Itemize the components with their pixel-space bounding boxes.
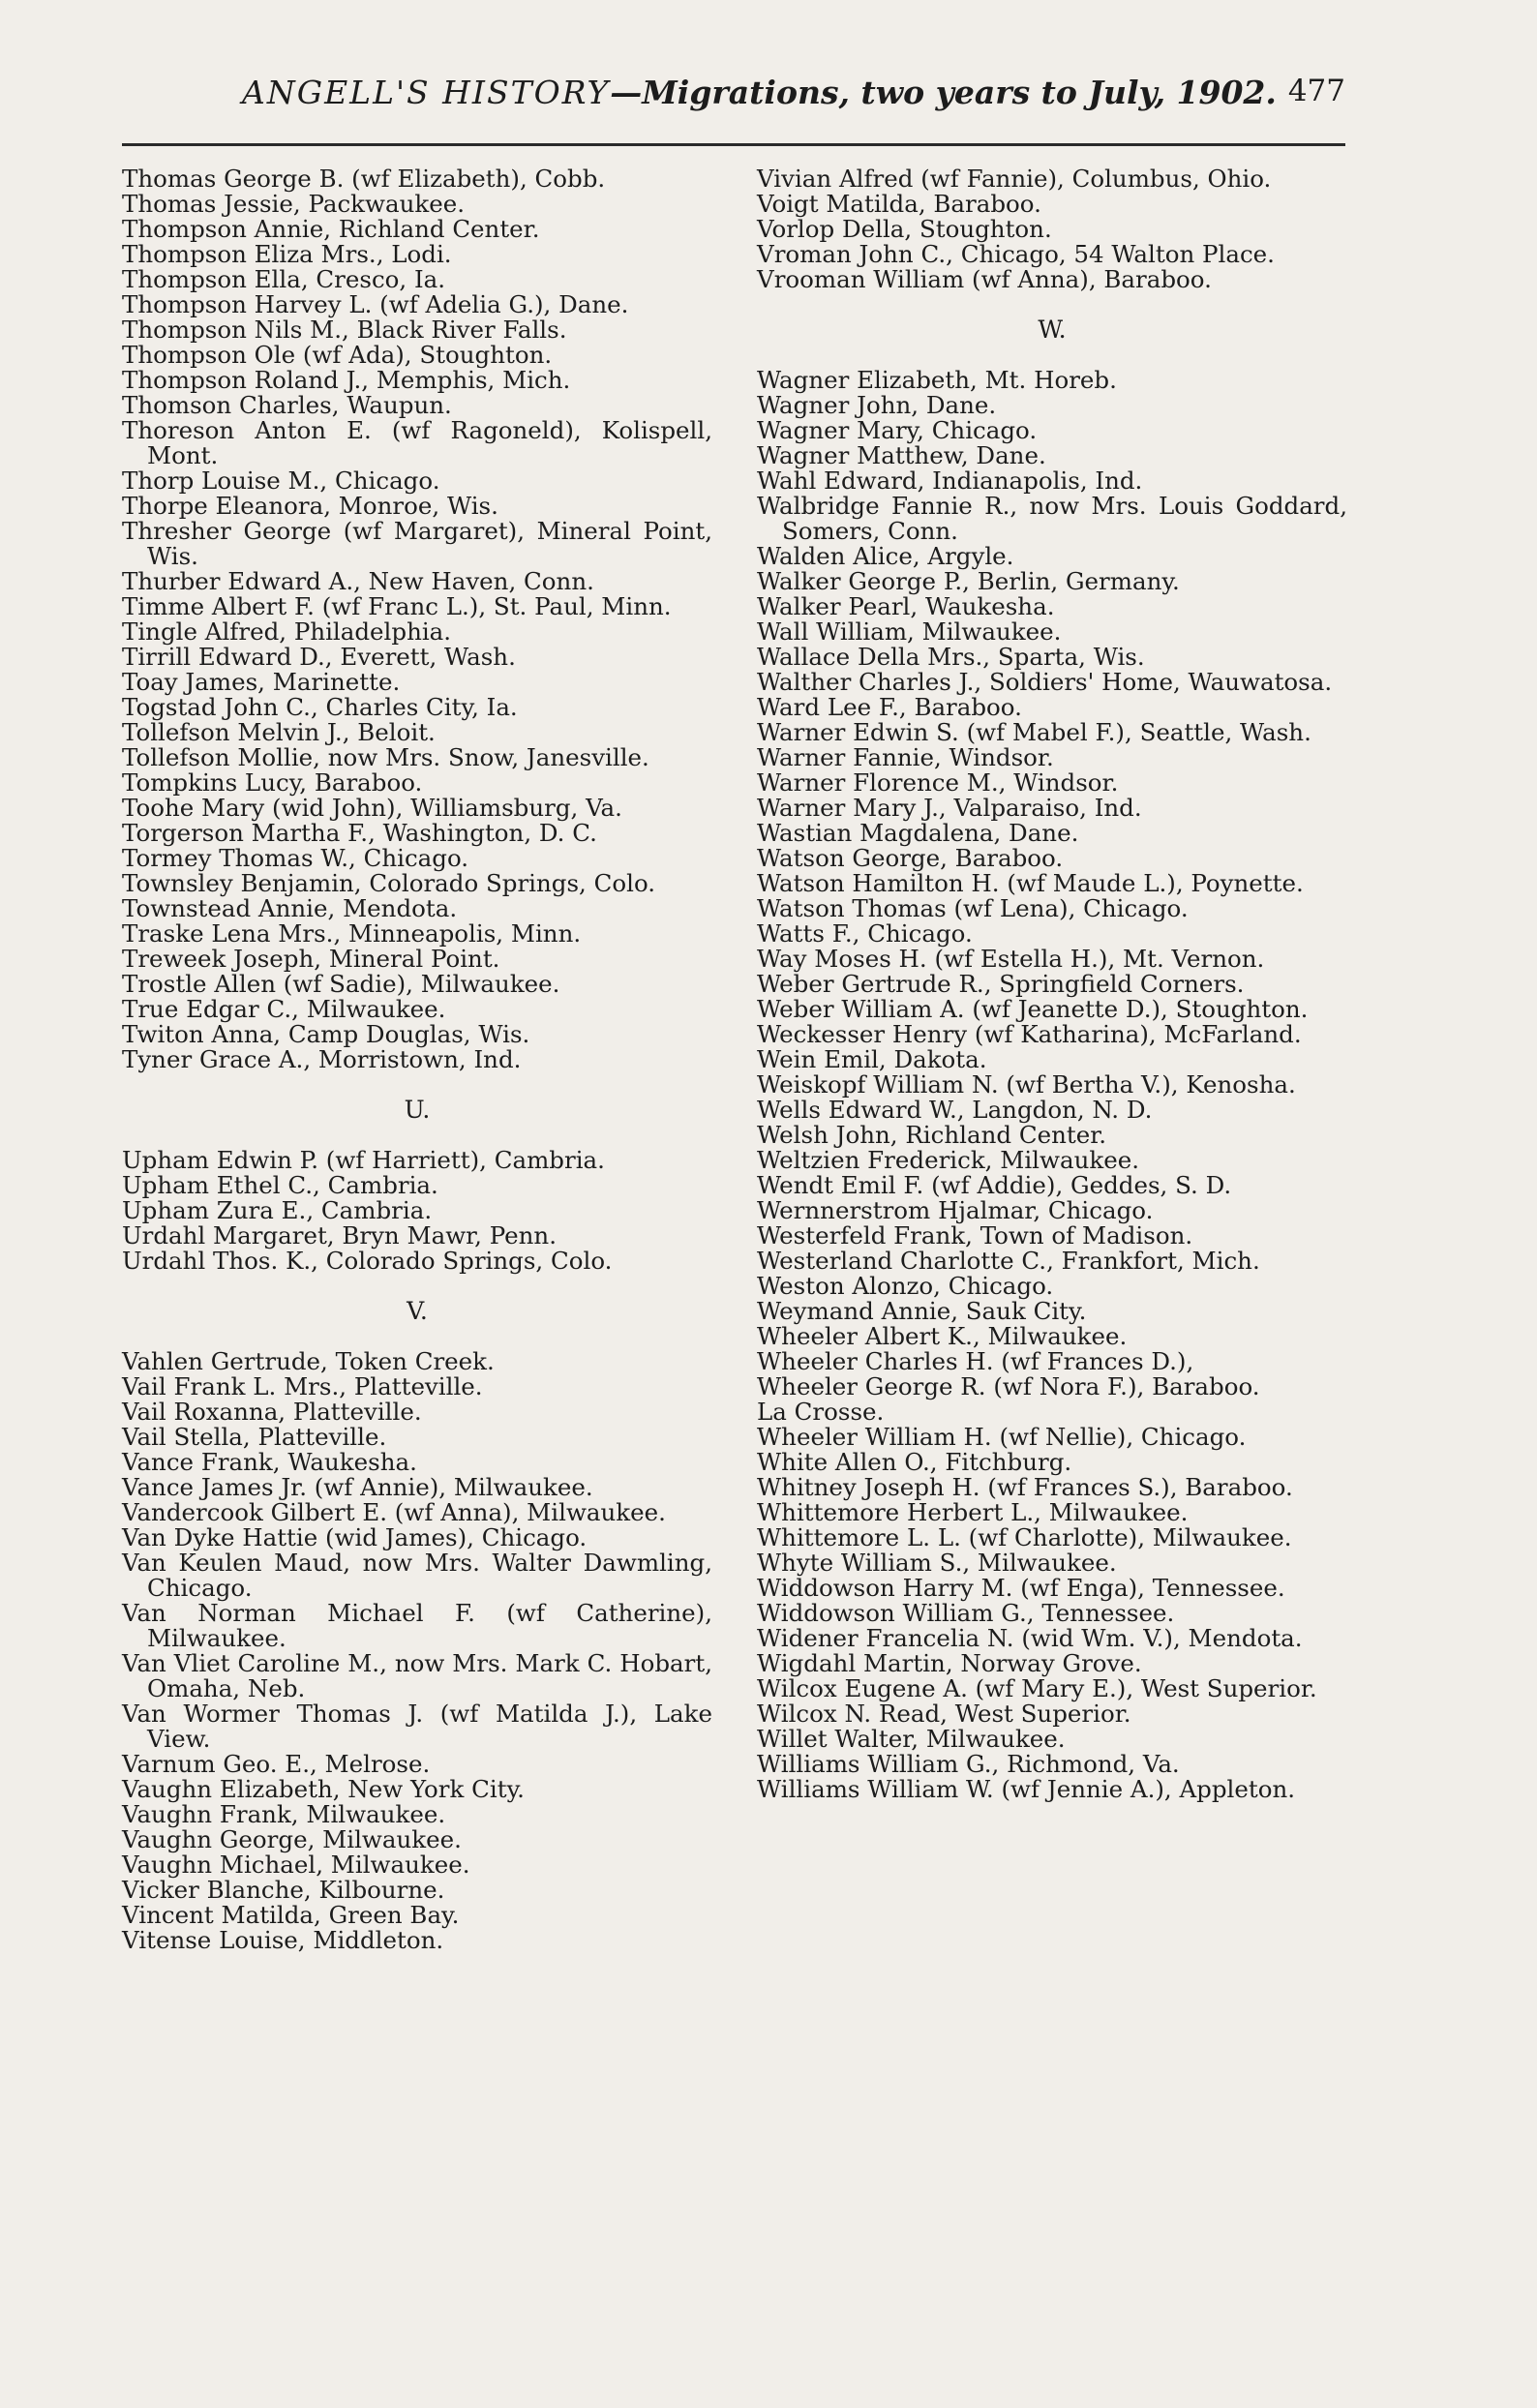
directory-entry: Williams William G., Richmond, Va. bbox=[757, 1750, 1180, 1778]
directory-entry: Thorpe Eleanora, Monroe, Wis. bbox=[122, 492, 498, 520]
directory-entry: Wagner Mary, Chicago. bbox=[757, 416, 1038, 444]
directory-entry: Weymand Annie, Sauk City. bbox=[757, 1297, 1087, 1325]
directory-entry: Wigdahl Martin, Norway Grove. bbox=[757, 1649, 1142, 1677]
directory-entry: Weston Alonzo, Chicago. bbox=[757, 1272, 1054, 1300]
directory-entry: Vance James Jr. (wf Annie), Milwaukee. bbox=[122, 1473, 593, 1501]
directory-entry: Westerland Charlotte C., Frankfort, Mich. bbox=[757, 1247, 1260, 1275]
directory-entry: Wheeler William H. (wf Nellie), Chicago. bbox=[757, 1423, 1247, 1451]
directory-entry: Vaughn Michael, Milwaukee. bbox=[122, 1851, 470, 1879]
directory-entry: Wein Emil, Dakota. bbox=[757, 1045, 987, 1073]
directory-entry: Voigt Matilda, Baraboo. bbox=[757, 190, 1041, 218]
directory-entry: Toay James, Marinette. bbox=[122, 668, 401, 696]
directory-entry: Wahl Edward, Indianapolis, Ind. bbox=[757, 467, 1143, 495]
directory-entry: Thompson Ella, Cresco, Ia. bbox=[122, 265, 446, 293]
directory-entry: La Crosse. bbox=[757, 1398, 885, 1426]
directory-entry: Vroman John C., Chicago, 54 Walton Place. bbox=[757, 240, 1275, 268]
directory-entry: Wagner John, Dane. bbox=[757, 391, 997, 419]
directory-entry: Van Wormer Thomas J. (wf Matilda J.), Lake View. bbox=[122, 1700, 712, 1753]
directory-entry: Vicker Blanche, Kilbourne. bbox=[122, 1876, 445, 1904]
directory-entry: Van Norman Michael F. (wf Catherine), Milwaukee. bbox=[122, 1599, 712, 1652]
right-column bbox=[757, 166, 1347, 1802]
directory-entry: Wall William, Milwaukee. bbox=[757, 617, 1062, 646]
directory-entry: Wagner Matthew, Dane. bbox=[757, 441, 1046, 469]
directory-entry: Toohe Mary (wid John), Williamsburg, Va. bbox=[122, 794, 622, 822]
directory-entry: True Edgar C., Milwaukee. bbox=[122, 995, 446, 1023]
directory-entry: Thompson Annie, Richland Center. bbox=[122, 215, 540, 243]
directory-entry: Walden Alice, Argyle. bbox=[757, 542, 1014, 570]
directory-entry: Vahlen Gertrude, Token Creek. bbox=[122, 1347, 495, 1375]
directory-entry: Wheeler Charles H. (wf Frances D.), bbox=[757, 1347, 1194, 1375]
directory-entry: Willet Walter, Milwaukee. bbox=[757, 1725, 1066, 1753]
directory-entry: Weltzien Frederick, Milwaukee. bbox=[757, 1146, 1140, 1174]
directory-entry: Walker George P., Berlin, Germany. bbox=[757, 567, 1180, 595]
directory-entry: Vaughn George, Milwaukee. bbox=[122, 1825, 462, 1853]
directory-entry: Weber William A. (wf Jeanette D.), Stoughton. bbox=[757, 995, 1309, 1023]
directory-entry: Westerfeld Frank, Town of Madison. bbox=[757, 1221, 1193, 1249]
directory-entry: Van Dyke Hattie (wid James), Chicago. bbox=[122, 1523, 588, 1551]
directory-entry: Watson George, Baraboo. bbox=[757, 844, 1064, 872]
directory-entry: Trostle Allen (wf Sadie), Milwaukee. bbox=[122, 970, 560, 998]
directory-entry: Watson Thomas (wf Lena), Chicago. bbox=[757, 894, 1189, 922]
directory-entry: Vivian Alfred (wf Fannie), Columbus, Ohio. bbox=[757, 165, 1272, 193]
section-letter-heading: U. bbox=[404, 1096, 431, 1124]
directory-entry: Tyner Grace A., Morristown, Ind. bbox=[122, 1045, 522, 1073]
header-title-main: ANGELL'S HISTORY bbox=[242, 74, 611, 111]
directory-entry: Urdahl Margaret, Bryn Mawr, Penn. bbox=[122, 1221, 557, 1249]
directory-entry: Vorlop Della, Stoughton. bbox=[757, 215, 1052, 243]
header-title bbox=[242, 74, 1277, 111]
directory-entry: Weckesser Henry (wf Katharina), McFarland. bbox=[757, 1020, 1302, 1048]
directory-entry: Thorp Louise M., Chicago. bbox=[122, 467, 440, 495]
directory-entry: Vitense Louise, Middleton. bbox=[122, 1926, 444, 1954]
directory-entry: Vincent Matilda, Green Bay. bbox=[122, 1901, 460, 1929]
directory-entry: Van Vliet Caroline M., now Mrs. Mark C. Hobart, Omaha, Neb. bbox=[122, 1649, 712, 1702]
directory-entry: Whittemore L. L. (wf Charlotte), Milwaukee. bbox=[757, 1523, 1292, 1551]
directory-entry: Tingle Alfred, Philadelphia. bbox=[122, 617, 452, 646]
section-letter-heading: V. bbox=[407, 1297, 428, 1325]
directory-entry: Walbridge Fannie R., now Mrs. Louis Goddard, Somers, Conn. bbox=[757, 492, 1347, 545]
directory-entry: Wilcox N. Read, West Superior. bbox=[757, 1700, 1131, 1728]
directory-entry: Way Moses H. (wf Estella H.), Mt. Vernon. bbox=[757, 945, 1265, 973]
directory-entry: Wendt Emil F. (wf Addie), Geddes, S. D. bbox=[757, 1171, 1232, 1199]
directory-entry: Thoreson Anton E. (wf Ragoneld), Kolispell, Mont. bbox=[122, 416, 712, 469]
directory-entry: Welsh John, Richland Center. bbox=[757, 1121, 1107, 1149]
directory-entry: Widener Francelia N. (wid Wm. V.), Mendota. bbox=[757, 1624, 1303, 1652]
directory-entry: Upham Zura E., Cambria. bbox=[122, 1196, 433, 1224]
directory-entry: Watson Hamilton H. (wf Maude L.), Poynette. bbox=[757, 869, 1304, 897]
directory-entry: Twiton Anna, Camp Douglas, Wis. bbox=[122, 1020, 530, 1048]
directory-entry: Wagner Elizabeth, Mt. Horeb. bbox=[757, 366, 1117, 394]
directory-entry: Vaughn Frank, Milwaukee. bbox=[122, 1800, 446, 1828]
header-title-sub: —Migrations, two years to July, 1902. bbox=[610, 74, 1277, 111]
directory-entry: Wells Edward W., Langdon, N. D. bbox=[757, 1096, 1153, 1124]
left-column bbox=[122, 166, 712, 1953]
directory-entry: Thompson Roland J., Memphis, Mich. bbox=[122, 366, 571, 394]
directory-entry: Weiskopf William N. (wf Bertha V.), Kenosha. bbox=[757, 1070, 1296, 1099]
directory-entry: Timme Albert F. (wf Franc L.), St. Paul, Minn. bbox=[122, 592, 672, 620]
directory-entry: Wilcox Eugene A. (wf Mary E.), West Superior. bbox=[757, 1674, 1317, 1702]
directory-entry: Vail Stella, Platteville. bbox=[122, 1423, 387, 1451]
directory-entry: Tollefson Melvin J., Beloit. bbox=[122, 718, 436, 746]
directory-entry: Thompson Nils M., Black River Falls. bbox=[122, 316, 567, 344]
directory-entry: Thomas George B. (wf Elizabeth), Cobb. bbox=[122, 165, 606, 193]
directory-entry: Tormey Thomas W., Chicago. bbox=[122, 844, 469, 872]
directory-entry: Walther Charles J., Soldiers' Home, Wauwatosa. bbox=[757, 668, 1333, 696]
directory-entry: Thomson Charles, Waupun. bbox=[122, 391, 452, 419]
directory-entry: Upham Edwin P. (wf Harriett), Cambria. bbox=[122, 1146, 605, 1174]
directory-entry: Upham Ethel C., Cambria. bbox=[122, 1171, 438, 1199]
directory-entry: Watts F., Chicago. bbox=[757, 919, 973, 948]
directory-entry: Vail Frank L. Mrs., Platteville. bbox=[122, 1372, 483, 1400]
page-number: 477 bbox=[1287, 74, 1345, 108]
directory-entry: Vail Roxanna, Platteville. bbox=[122, 1398, 422, 1426]
directory-entry: Togstad John C., Charles City, Ia. bbox=[122, 693, 518, 721]
directory-entry: Ward Lee F., Baraboo. bbox=[757, 693, 1022, 721]
directory-entry: Varnum Geo. E., Melrose. bbox=[122, 1750, 431, 1778]
directory-entry: Vance Frank, Waukesha. bbox=[122, 1448, 417, 1476]
directory-entry: Wheeler George R. (wf Nora F.), Baraboo. bbox=[757, 1372, 1260, 1400]
header-rule bbox=[122, 143, 1345, 146]
directory-entry: Wheeler Albert K., Milwaukee. bbox=[757, 1322, 1128, 1350]
directory-entry: Vrooman William (wf Anna), Baraboo. bbox=[757, 265, 1212, 293]
directory-entry: Thompson Eliza Mrs., Lodi. bbox=[122, 240, 452, 268]
directory-entry: Townstead Annie, Mendota. bbox=[122, 894, 458, 922]
directory-entry: Whyte William S., Milwaukee. bbox=[757, 1549, 1117, 1577]
directory-entry: White Allen O., Fitchburg. bbox=[757, 1448, 1072, 1476]
directory-entry: Wernnerstrom Hjalmar, Chicago. bbox=[757, 1196, 1154, 1224]
running-header bbox=[242, 74, 1345, 135]
directory-entry: Walker Pearl, Waukesha. bbox=[757, 592, 1055, 620]
directory-entry: Thompson Ole (wf Ada), Stoughton. bbox=[122, 341, 553, 369]
directory-entry: Thresher George (wf Margaret), Mineral Point, Wis. bbox=[122, 517, 712, 570]
directory-entry: Torgerson Martha F., Washington, D. C. bbox=[122, 819, 597, 847]
directory-entry: Tirrill Edward D., Everett, Wash. bbox=[122, 643, 516, 671]
directory-entry: Wallace Della Mrs., Sparta, Wis. bbox=[757, 643, 1145, 671]
directory-entry: Thurber Edward A., New Haven, Conn. bbox=[122, 567, 594, 595]
directory-entry: Townsley Benjamin, Colorado Springs, Colo. bbox=[122, 869, 656, 897]
directory-entry: Warner Fannie, Windsor. bbox=[757, 743, 1054, 771]
directory-entry: Vandercook Gilbert E. (wf Anna), Milwaukee. bbox=[122, 1498, 666, 1526]
directory-entry: Widdowson William G., Tennessee. bbox=[757, 1599, 1175, 1627]
directory-entry: Traske Lena Mrs., Minneapolis, Minn. bbox=[122, 919, 582, 948]
directory-entry: Whittemore Herbert L., Milwaukee. bbox=[757, 1498, 1189, 1526]
section-letter-heading: W. bbox=[1038, 316, 1067, 344]
directory-entry: Whitney Joseph H. (wf Frances S.), Baraboo. bbox=[757, 1473, 1293, 1501]
directory-entry: Tollefson Mollie, now Mrs. Snow, Janesville. bbox=[122, 743, 649, 771]
directory-entry: Wastian Magdalena, Dane. bbox=[757, 819, 1079, 847]
directory-entry: Weber Gertrude R., Springfield Corners. bbox=[757, 970, 1245, 998]
directory-entry: Thompson Harvey L. (wf Adelia G.), Dane. bbox=[122, 290, 629, 318]
directory-entry: Tompkins Lucy, Baraboo. bbox=[122, 768, 423, 797]
directory-entry: Warner Florence M., Windsor. bbox=[757, 768, 1119, 797]
directory-entry: Warner Mary J., Valparaiso, Ind. bbox=[757, 794, 1142, 822]
directory-entry: Widdowson Harry M. (wf Enga), Tennessee. bbox=[757, 1574, 1285, 1602]
directory-entry: Urdahl Thos. K., Colorado Springs, Colo. bbox=[122, 1247, 613, 1275]
directory-entry: Vaughn Elizabeth, New York City. bbox=[122, 1775, 525, 1803]
directory-entry: Treweek Joseph, Mineral Point. bbox=[122, 945, 500, 973]
directory-entry: Warner Edwin S. (wf Mabel F.), Seattle, Wash. bbox=[757, 718, 1311, 746]
directory-entry: Thomas Jessie, Packwaukee. bbox=[122, 190, 465, 218]
directory-entry: Van Keulen Maud, now Mrs. Walter Dawmling, Chicago. bbox=[122, 1549, 712, 1602]
directory-entry: Williams William W. (wf Jennie A.), Appleton. bbox=[757, 1775, 1296, 1803]
